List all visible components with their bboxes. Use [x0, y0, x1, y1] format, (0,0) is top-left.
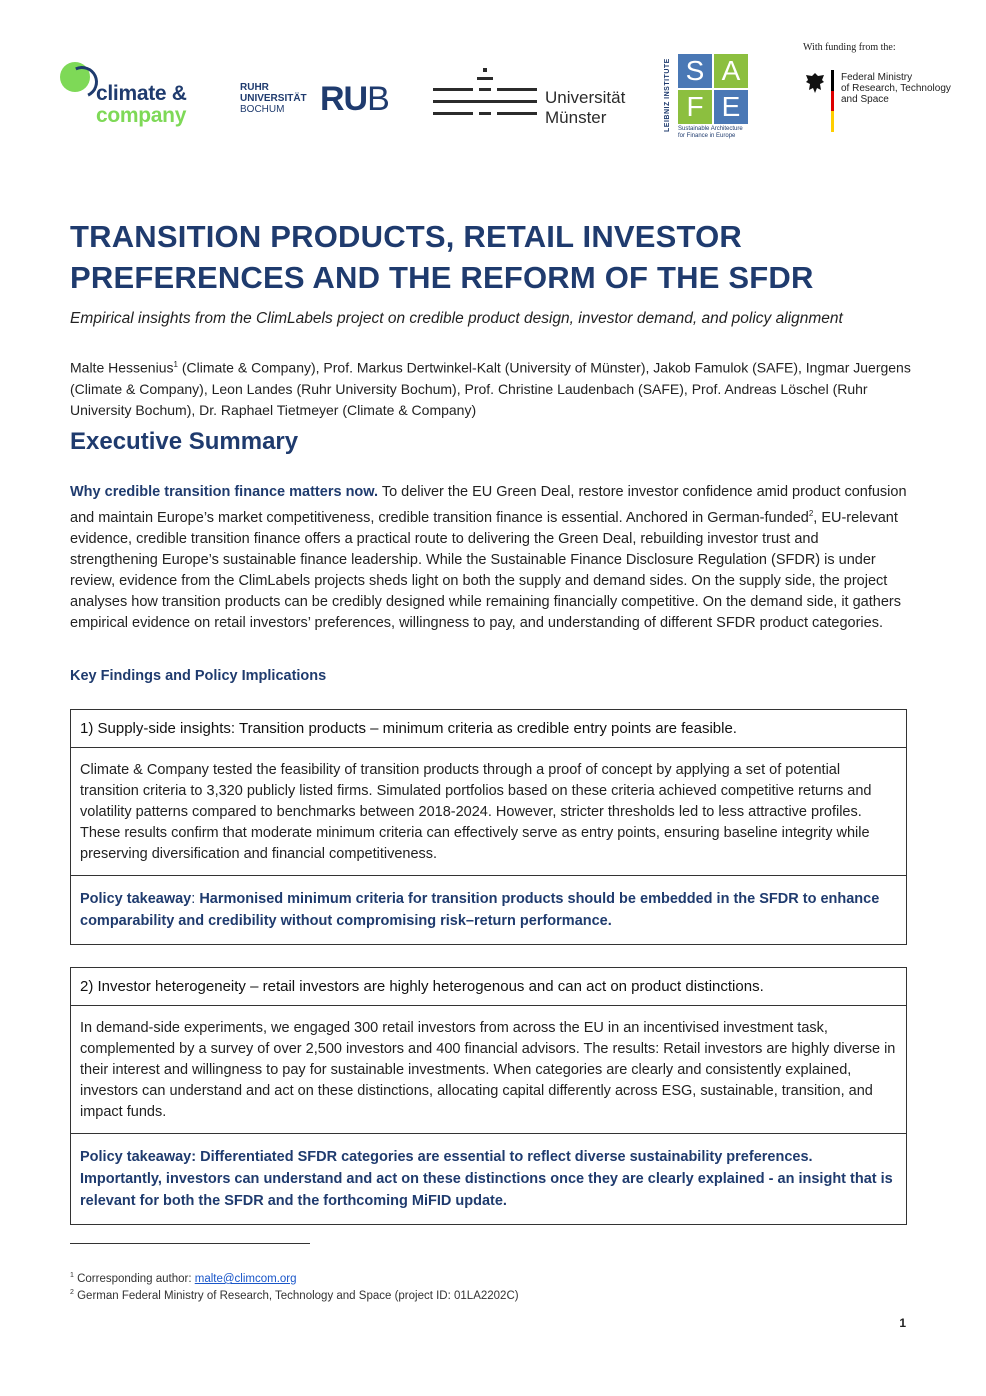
rub-line3: BOCHUM: [240, 104, 285, 115]
bmbf-line2: of Research, Technology: [841, 83, 951, 94]
bmbf-line1: Federal Ministry: [841, 72, 913, 83]
footnote-divider: [70, 1243, 310, 1244]
footnote-1-text: Corresponding author:: [73, 1272, 195, 1285]
eagle-icon: [805, 72, 825, 94]
climate-logo-line1: climate &: [96, 82, 187, 105]
safe-logo: [666, 54, 756, 150]
executive-summary-heading: Executive Summary: [70, 428, 299, 455]
key-findings-heading: Key Findings and Policy Implications: [70, 668, 327, 684]
first-author: Malte Hessenius: [70, 359, 174, 376]
logo-bar: [58, 40, 951, 150]
takeaway-1-sep: :: [191, 891, 200, 907]
german-flag-icon: [831, 70, 834, 132]
footnote-2-text: German Federal Ministry of Research, Technology and Space (project ID: 01LA2202C): [73, 1289, 519, 1302]
author-list: [70, 354, 920, 421]
page-number: 1: [899, 1316, 906, 1330]
document-subtitle: Empirical insights from the ClimLabels project on credible product design, investor demand, and policy alignment: [70, 310, 843, 327]
takeaway-1-text: Harmonised minimum criteria for transition products should be embedded in the SFDR to enhance comparability and credibility without compromising risk–return performance.: [80, 891, 880, 929]
finding-2-body: In demand-side experiments, we engaged 300 retail investors from across the EU in an incentivised investment task, complemented by a survey of over 2,500 investors and 400 financial advisors. The results: Retail investors are highly diverse in their interest and willingness to pay for sustainable investments. When categories are clearly and consistently explained, investors can understand and act on these distinctions, allocating capital differently across ESG, sustainable, transition, and impact funds.: [71, 1006, 906, 1134]
rub-logo: [240, 82, 410, 122]
summary-footnote-ref[interactable]: 2: [808, 509, 814, 518]
munster-logo-text: [545, 88, 625, 128]
rub-big-bold: RU: [320, 80, 368, 118]
climate-company-logo: [58, 60, 218, 130]
finding-1-body: Climate & Company tested the feasibility of transition products through a proof of concept by applying a set of potential transition criteria to 3,320 publicly listed firms. Simulated portfolios based on these criteria achieved competitive returns and volatility patterns compared to benchmarks between 2018-2024. However, stricter thresholds led to less attractive profiles. These results confirm that moderate minimum criteria can effectively serve as entry points, ensuring baseline integrity while preserving diversification and financial competitiveness.: [71, 748, 906, 876]
finding-2-heading: 2) Investor heterogeneity – retail investors are highly heterogenous and can act on product distinctions.: [71, 968, 906, 1006]
summary-lead: Why credible transition finance matters now.: [70, 484, 379, 500]
author-footnote-ref[interactable]: 1: [173, 360, 178, 369]
summary-part1: To deliver the EU Green Deal, restore investor confidence amid product confusion and maintain Europe’s market competitiveness, credible transition finance is essential. Anchored in German-funded: [70, 484, 907, 526]
climate-logo-line2: company: [96, 104, 187, 127]
summary-part2: , EU-relevant evidence, credible transition finance offers a practical route to delivering the Green Deal, rebuilding investor trust and strengthening Europe’s sustainable finance leadership. While the Sustainable Finance Disclosure Regulation (SFDR) is under review, evidence from the ClimLabels projects sheds light on both the supply and demand sides. On the supply side, the project analyses how transition products can be credibly designed while remaining financially competitive. On the demand side, it gathers empirical evidence on retail investors’ preferences, willingness to pay, and understanding of different SFDR product categories.: [70, 509, 901, 631]
finding-2-takeaway: Policy takeaway: Differentiated SFDR categories are essential to reflect diverse sustainability preferences. Importantly, investors can understand and act on these distinctions once they are clearly explained - an insight that is relevant for both the SFDR and the forthcoming MiFID update.: [80, 1149, 893, 1209]
finding-box-1: [70, 709, 907, 945]
munster-line2: Münster: [545, 108, 607, 127]
footnote-1-marker: 1: [70, 1272, 74, 1279]
funding-label: With funding from the:: [803, 42, 896, 53]
safe-letter-grid: [678, 54, 748, 124]
safe-letter-f: F: [678, 90, 712, 124]
author-rest: (Climate & Company), Prof. Markus Dertwinkel-Kalt (University of Münster), Jakob Famulok (SAFE), Ingmar Juergens (Climate & Company), Leon Landes (Ruhr University Bochum), Prof. Christine Laudenbach (SAFE), Prof. Andreas Löschel (Ruhr University Bochum), Dr. Raphael Tietmeyer (Climate & Company): [70, 359, 911, 418]
munster-line1: Universität: [545, 88, 626, 107]
rub-line2: UNIVERSITÄT: [240, 93, 307, 104]
author-email-link[interactable]: malte@climcom.org: [194, 1272, 297, 1285]
bmbf-logo: [803, 40, 951, 140]
finding-box-2: [70, 967, 907, 1225]
finding-1-heading: 1) Supply-side insights: Transition products – minimum criteria as credible entry points are feasible.: [71, 710, 906, 748]
rub-logo-small: [240, 82, 307, 115]
footnote-2: [70, 1289, 519, 1302]
safe-letter-e: E: [714, 90, 748, 124]
munster-lines-icon: [433, 68, 538, 124]
rub-big-light: B: [367, 80, 389, 118]
safe-subtitle: [678, 126, 758, 140]
finding-1-takeaway: [71, 876, 906, 944]
summary-paragraph: [70, 482, 910, 634]
document-title: TRANSITION PRODUCTS, RETAIL INVESTOR PREFERENCES AND THE REFORM OF THE SFDR: [70, 219, 814, 295]
footnote-2-marker: 2: [70, 1289, 74, 1296]
safe-sub-line2: for Finance in Europe: [678, 133, 736, 139]
safe-sub-line1: Sustainable Architecture: [678, 126, 743, 132]
bmbf-line3: and Space: [841, 94, 889, 105]
rub-line1: RUHR: [240, 82, 269, 93]
footnote-1: [70, 1272, 297, 1285]
safe-letter-a: A: [714, 54, 748, 88]
munster-logo: [433, 68, 643, 128]
safe-letter-s: S: [678, 54, 712, 88]
bmbf-name: [841, 72, 951, 105]
rub-logo-big: [320, 82, 389, 116]
safe-side-label: LEIBNIZ INSTITUTE: [664, 58, 671, 132]
takeaway-1-label: Policy takeaway: [80, 891, 192, 907]
